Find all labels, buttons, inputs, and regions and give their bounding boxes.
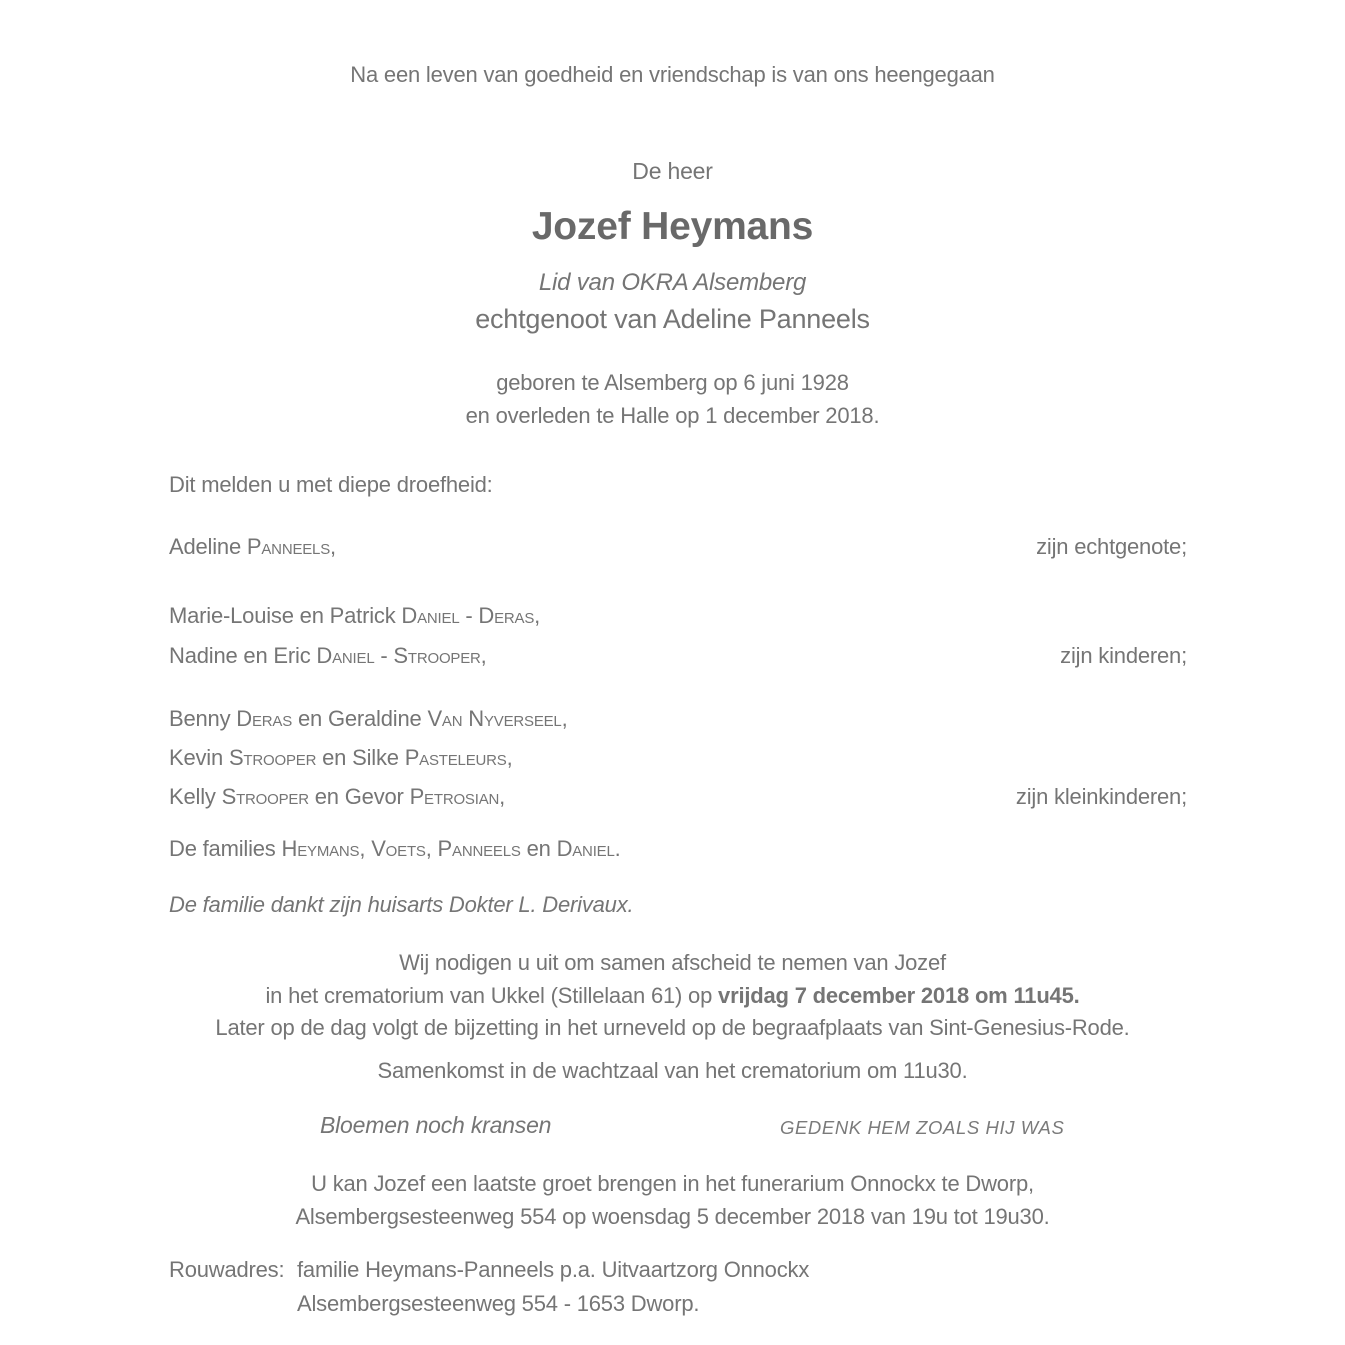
- name-segment: ,: [561, 706, 568, 731]
- membership-line: Lid van OKRA Alsemberg: [538, 269, 807, 296]
- flowers-motto-row: [0, 1112, 1345, 1140]
- ceremony-datetime: vrijdag 7 december 2018 om 11u45.: [718, 982, 1080, 1008]
- name-segment: Benny: [169, 706, 237, 731]
- name-segment: en: [520, 836, 557, 861]
- flowers-note: Bloemen noch kransen: [320, 1111, 552, 1138]
- mourning-address-label: Rouwadres:: [169, 1256, 285, 1282]
- name-segment: en Geraldine: [292, 706, 428, 731]
- surname-smallcaps: Panneels: [246, 534, 331, 559]
- grandchildren-names: [169, 699, 568, 816]
- ceremony-invite-line: Wij nodigen u uit om samen afscheid te nemen van Jozef: [399, 950, 946, 975]
- mourner-name-spouse: [169, 534, 336, 560]
- name-segment: Kelly: [169, 784, 222, 809]
- name-segment: -: [459, 603, 479, 628]
- mourning-address-line-2: Alsembergsesteenweg 554 - 1653 Dworp.: [297, 1290, 700, 1316]
- surname-smallcaps: Petrosian: [409, 784, 500, 809]
- name-segment: ,: [330, 534, 336, 559]
- ceremony-burial-line: Later op de dag volgt de bijzetting in het urneveld op de begraafplaats van Sint-Genesius-Rode.: [215, 1015, 1130, 1040]
- name-segment: ,: [480, 643, 487, 668]
- name-segment: Marie-Louise en Patrick: [169, 603, 402, 628]
- mourning-address-line-1: familie Heymans-Panneels p.a. Uitvaartzorg Onnockx: [297, 1256, 810, 1282]
- gathering-line: Samenkomst in de wachtzaal van het crematorium om 11u30.: [377, 1057, 968, 1083]
- relation-label-spouse: zijn echtgenote;: [1036, 534, 1187, 559]
- ceremony-location-line: [0, 980, 1345, 1013]
- birth-line: geboren te Alsemberg op 6 juni 1928: [496, 370, 849, 395]
- surname-smallcaps: Panneels: [437, 836, 521, 861]
- families-line: [0, 836, 1345, 862]
- doctor-thanks-line: De familie dankt zijn huisarts Dokter L. Derivaux.: [169, 892, 634, 917]
- mourning-address-block: [0, 1253, 1345, 1321]
- visitation-line-1: U kan Jozef een laatste groet brengen in het funerarium Onnockx te Dworp,: [311, 1170, 1034, 1196]
- name-segment: Kevin: [169, 745, 229, 770]
- name-segment: ,: [534, 603, 541, 628]
- surname-smallcaps: Voets: [371, 836, 426, 861]
- deceased-name: Jozef Heymans: [531, 205, 814, 248]
- name-segment: -: [374, 643, 394, 668]
- surname-smallcaps: Pasteleurs: [404, 745, 507, 770]
- surname-smallcaps: Daniel: [316, 643, 375, 668]
- surname-smallcaps: Strooper: [393, 643, 481, 668]
- memorial-motto: GEDENK HEM ZOALS HIJ WAS: [780, 1116, 1065, 1138]
- surname-smallcaps: Strooper: [221, 784, 309, 809]
- surname-smallcaps: Deras: [478, 603, 535, 628]
- name-segment: ,: [499, 784, 506, 809]
- relation-label-children: zijn kinderen;: [1060, 643, 1187, 668]
- name-segment: De families: [169, 836, 282, 861]
- surname-smallcaps: Strooper: [228, 745, 317, 770]
- visitation-line-2: Alsembergsesteenweg 554 op woensdag 5 december 2018 van 19u tot 19u30.: [295, 1203, 1050, 1229]
- announcement-line: Dit melden u met diepe droefheid:: [169, 472, 493, 497]
- mourner-name-grandchild2: [169, 738, 568, 777]
- children-names: [169, 596, 540, 676]
- name-segment: ,: [506, 745, 513, 770]
- name-segment: ,: [359, 836, 372, 861]
- opening-line: Na een leven van goedheid en vriendschap is van ons heengegaan: [350, 62, 995, 87]
- mourner-rows-children: [0, 596, 1345, 676]
- surname-smallcaps: Van Nyverseel: [427, 706, 562, 731]
- name-segment: Adeline: [169, 534, 247, 559]
- ceremony-block: [0, 947, 1345, 1045]
- mourner-name-grandchild1: [169, 699, 568, 738]
- mourner-name-grandchild3: [169, 777, 568, 816]
- name-segment: .: [614, 836, 621, 861]
- death-line: en overleden te Halle op 1 december 2018.: [465, 403, 880, 428]
- mourner-name-child2: [169, 636, 540, 676]
- mourner-row-spouse: [0, 534, 1345, 560]
- surname-smallcaps: Daniel: [401, 603, 460, 628]
- visitation-block: [0, 1167, 1345, 1233]
- mourning-address-lines: [297, 1253, 809, 1321]
- surname-smallcaps: Daniel: [556, 836, 615, 861]
- name-segment: en Silke: [316, 745, 405, 770]
- surname-smallcaps: Deras: [236, 706, 293, 731]
- salutation: De heer: [632, 158, 713, 184]
- name-segment: Nadine en Eric: [169, 643, 317, 668]
- surname-smallcaps: Heymans: [281, 836, 360, 861]
- life-dates: [0, 366, 1345, 432]
- name-segment: ,: [425, 836, 438, 861]
- spouse-of-line: echtgenoot van Adeline Panneels: [475, 304, 870, 334]
- mourner-rows-grandchildren: [0, 699, 1345, 816]
- ceremony-location-text: in het crematorium van Ukkel (Stillelaan 61) op: [265, 982, 719, 1008]
- name-segment: en Gevor: [308, 784, 410, 809]
- relation-label-grandchildren: zijn kleinkinderen;: [1015, 784, 1187, 809]
- mourner-name-child1: [169, 596, 540, 636]
